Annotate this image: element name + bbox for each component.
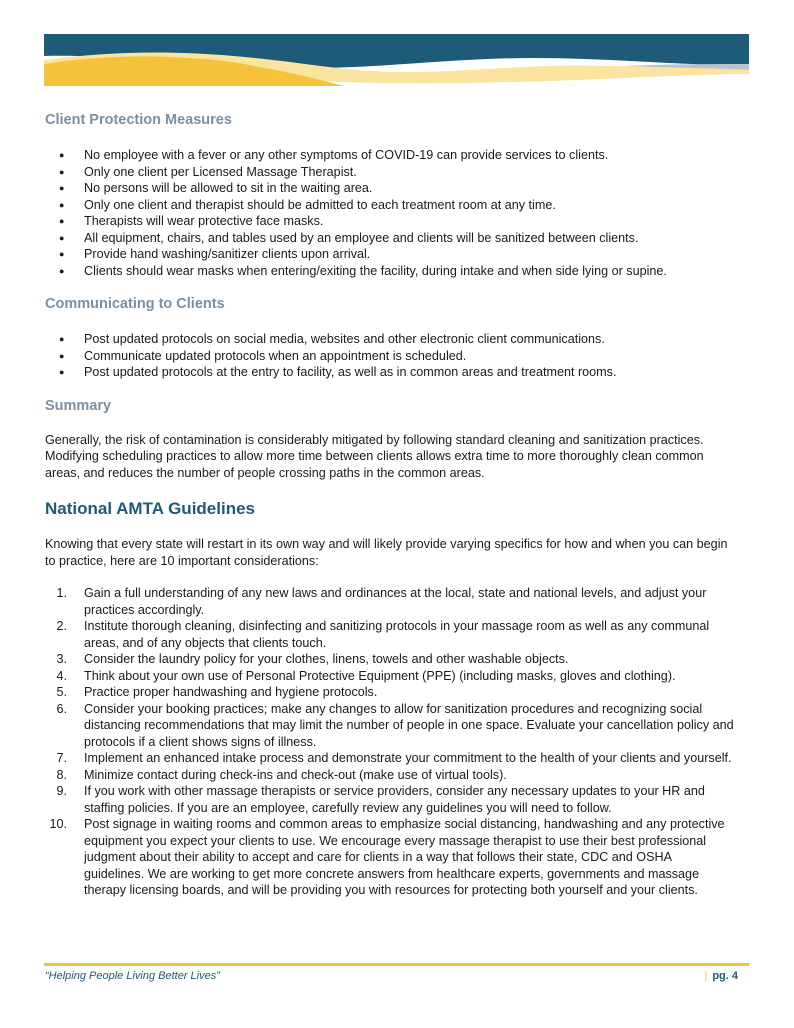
amta-guidelines-list: [45, 585, 735, 899]
list-item: ● Post updated protocols at the entry to facility, as well as in common areas and treatment rooms.: [45, 364, 735, 381]
page-number: [704, 970, 738, 982]
item-text: Gain a full understanding of any new laws and ordinances at the local, state and national levels, and adjust your practices accordingly.: [84, 586, 707, 617]
page-number-label: pg. 4: [712, 970, 738, 982]
item-text: Post signage in waiting rooms and common areas to emphasize social distancing, handwashing and any protective equipment you expect your clients to use. We encourage every massage therapist to use their best professional judgment about their ability to accept and care for clients in a way that follows their state, CDC and OSHA guidelines. We are working to get more concrete answers from healthcare experts, governments and massage therapy licensing boards, and will be providing you with resources for protecting both yourself and your clients.: [84, 817, 725, 897]
item-text: Consider the laundry policy for your clothes, linens, towels and other washable objects.: [84, 652, 569, 666]
item-number: 1.: [56, 586, 67, 600]
list-item: ● Clients should wear masks when entering/exiting the facility, during intake and when side lying or supine.: [45, 263, 735, 280]
item-number: 10.: [49, 817, 67, 831]
item-text: Institute thorough cleaning, disinfecting and sanitizing protocols in your massage room as well as any communal areas, and of any objects that clients touch.: [84, 619, 710, 650]
summary-text: Generally, the risk of contamination is considerably mitigated by following standard cleaning and sanitization practices. Modifying scheduling practices to allow more time between clients allows extra time to more thoroughly clean common areas, and reduces the number of people crossing paths in the common areas.: [45, 432, 704, 480]
amta-heading: National AMTA Guidelines: [45, 499, 255, 518]
amta-intro: Knowing that every state will restart in its own way and will likely provide varying specifics for how and when you can begin to practice, here are 10 important considerations:: [45, 537, 728, 568]
footer-divider: [44, 963, 749, 966]
list-item: ● Only one client per Licensed Massage Therapist.: [45, 164, 735, 181]
list-item: [45, 651, 735, 668]
item-text: Minimize contact during check-ins and check-out (make use of virtual tools).: [84, 767, 507, 782]
list-item: ● No employee with a fever or any other symptoms of COVID-19 can provide services to clients.: [45, 147, 735, 164]
summary-heading: Summary: [45, 397, 112, 414]
item-number: 7.: [56, 751, 67, 765]
list-item: [45, 585, 735, 618]
list-item: ● Provide hand washing/sanitizer clients upon arrival.: [45, 246, 735, 263]
list-item: ● No persons will be allowed to sit in the waiting area.: [45, 180, 735, 197]
item-number: 6.: [56, 701, 67, 716]
client-protection-list: [45, 147, 735, 279]
list-item: [45, 618, 735, 651]
list-item: [45, 816, 735, 899]
communicating-list: [45, 331, 735, 381]
header-wave-banner: [44, 34, 749, 86]
item-number: 5.: [56, 685, 67, 699]
list-item: ● Communicate updated protocols when an appointment is scheduled.: [45, 348, 735, 365]
item-number: 2.: [56, 619, 67, 633]
item-number: 4.: [56, 668, 67, 683]
list-item: [45, 767, 735, 784]
communicating-heading: Communicating to Clients: [45, 296, 225, 312]
list-item: ● All equipment, chairs, and tables used by an employee and clients will be sanitized between clients.: [45, 230, 735, 247]
list-item: ● Only one client and therapist should be admitted to each treatment room at any time.: [45, 197, 735, 214]
list-item: [45, 750, 735, 767]
item-number: 8.: [56, 767, 67, 782]
item-text: Implement an enhanced intake process and demonstrate your commitment to the health of your clients and yourself.: [84, 751, 732, 765]
item-text: Consider your booking practices; make any changes to allow for sanitization procedures and recognizing social distancing recommendations that may limit the number of people in one space. Evaluate your cancellation policy and protocols if a client shows signs of illness.: [84, 701, 734, 749]
list-item: ● Post updated protocols on social media, websites and other electronic client communications.: [45, 331, 735, 348]
client-protection-heading: Client Protection Measures: [45, 112, 232, 128]
footer-separator: |: [704, 970, 708, 982]
item-text: If you work with other massage therapists or service providers, consider any necessary updates to your HR and staffing policies. If you are an employee, carefully review any guidelines you will need to follow.: [84, 784, 705, 815]
list-item: ● Therapists will wear protective face masks.: [45, 213, 735, 230]
page-content: [45, 111, 735, 899]
item-number: 3.: [56, 652, 67, 666]
list-item: [45, 684, 735, 701]
item-text: Think about your own use of Personal Protective Equipment (PPE) (including masks, gloves and clothing).: [84, 668, 676, 683]
list-item: [45, 668, 735, 685]
list-item: [45, 783, 735, 816]
item-text: Practice proper handwashing and hygiene protocols.: [84, 685, 378, 699]
footer-tagline: “Helping People Living Better Lives”: [45, 970, 220, 982]
item-number: 9.: [56, 784, 67, 798]
list-item: [45, 701, 735, 751]
